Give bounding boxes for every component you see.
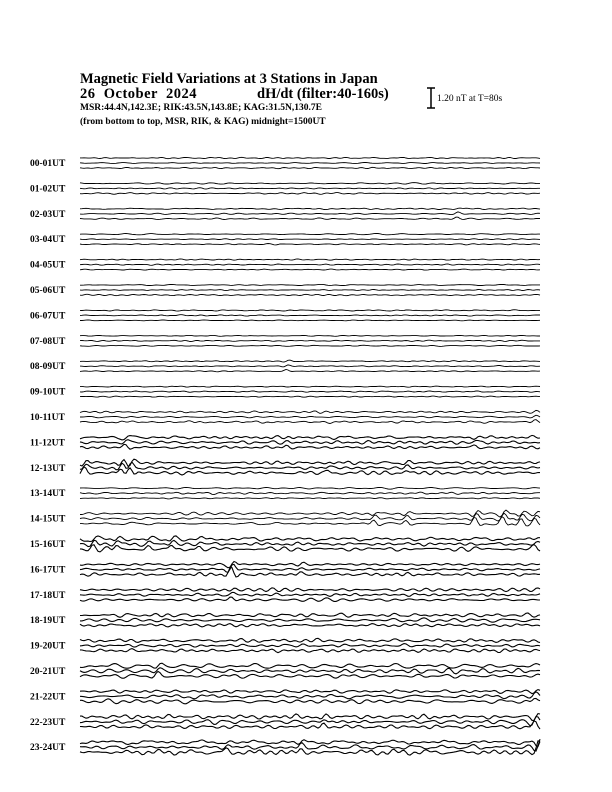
row-19-20UT (30, 638, 540, 652)
trace-KAG (80, 259, 540, 260)
trace-KAG (80, 310, 540, 311)
row-18-19UT (30, 613, 540, 627)
row-04-05UT (30, 259, 540, 271)
trace-MSR (80, 597, 540, 601)
hour-label: 11-12UT (30, 438, 65, 449)
hour-label: 20-21UT (30, 667, 66, 677)
hour-label: 18-19UT (30, 616, 66, 627)
chart-date: 26 October 2024 (80, 86, 197, 102)
trace-MSR (80, 217, 540, 219)
hour-label: 03-04UT (30, 235, 66, 246)
trace-RIK (80, 391, 540, 392)
hour-label: 09-10UT (30, 387, 66, 398)
station-order-note: (from bottom to top, MSR, RIK, & KAG) midnight=1500UT (80, 117, 326, 127)
row-23-24UT (30, 739, 540, 755)
scale-bar (427, 88, 435, 108)
hour-label: 06-07UT (30, 311, 66, 322)
hour-label: 13-14UT (30, 489, 66, 500)
trace-RIK (80, 212, 540, 215)
trace-KAG (80, 487, 540, 489)
trace-KAG (80, 233, 540, 234)
hour-label: 04-05UT (30, 260, 66, 271)
trace-RIK (80, 290, 540, 291)
row-22-23UT (30, 714, 540, 730)
trace-RIK (80, 668, 540, 674)
hour-label: 16-17UT (30, 565, 66, 576)
trace-MSR (80, 370, 540, 372)
trace-RIK (80, 315, 540, 316)
row-00-01UT (30, 157, 540, 169)
row-01-02UT (30, 183, 540, 195)
trace-MSR (80, 624, 540, 627)
trace-MSR (80, 444, 540, 449)
hour-label: 05-06UT (30, 286, 66, 296)
row-05-06UT (30, 284, 540, 296)
row-11-12UT (30, 435, 540, 449)
trace-RIK (80, 264, 540, 265)
trace-RIK (80, 239, 540, 240)
trace-RIK (80, 492, 540, 495)
row-08-09UT (30, 360, 540, 372)
trace-MSR (80, 671, 540, 678)
trace-RIK (80, 163, 540, 164)
hour-label: 01-02UT (30, 184, 66, 195)
hour-label: 12-13UT (30, 463, 66, 474)
trace-KAG (80, 562, 540, 568)
trace-RIK (80, 644, 540, 648)
chart-quantity: dH/dt (filter:40-160s) (257, 86, 389, 102)
trace-RIK (80, 188, 540, 189)
row-10-11UT (30, 410, 540, 423)
trace-KAG (80, 208, 540, 210)
trace-KAG (80, 435, 540, 440)
hour-label: 00-01UT (30, 159, 66, 169)
station-coordinates: MSR:44.4N,142.3E; RIK:43.5N,143.8E; KAG:31.5N,130.7E (80, 103, 322, 113)
trace-MSR (80, 698, 540, 703)
trace-RIK (80, 513, 540, 521)
hour-label: 17-18UT (30, 590, 66, 601)
trace-KAG (80, 183, 540, 185)
hour-label: 02-03UT (30, 209, 66, 220)
trace-MSR (80, 545, 540, 552)
trace-KAG (80, 386, 540, 387)
trace-KAG (80, 690, 540, 694)
scale-label: 1.20 nT at T=80s (437, 94, 503, 104)
row-09-10UT (30, 386, 540, 398)
trace-RIK (80, 717, 540, 726)
trace-RIK (80, 340, 540, 341)
hour-label: 22-23UT (30, 717, 66, 728)
trace-RIK (80, 618, 540, 622)
trace-KAG (80, 588, 540, 592)
hour-label: 15-16UT (30, 540, 66, 550)
trace-MSR (80, 193, 540, 195)
trace-MSR (80, 649, 540, 653)
row-14-15UT (30, 510, 540, 526)
row-20-21UT (30, 663, 540, 678)
hour-label: 10-11UT (30, 413, 65, 423)
chart-title: Magnetic Field Variations at 3 Stations in Japan (80, 71, 378, 87)
trace-KAG (80, 459, 540, 466)
trace-KAG (80, 536, 540, 542)
hour-label: 23-24UT (30, 743, 66, 754)
row-15-16UT (30, 536, 540, 552)
trace-MSR (80, 396, 540, 397)
trace-KAG (80, 613, 540, 617)
trace-KAG (80, 638, 540, 642)
trace-KAG (80, 360, 540, 362)
row-02-03UT (30, 208, 540, 220)
row-07-08UT (30, 335, 540, 346)
hour-label: 21-22UT (30, 692, 66, 703)
row-13-14UT (30, 487, 540, 499)
row-03-04UT (30, 233, 540, 245)
hour-label: 14-15UT (30, 514, 66, 525)
trace-KAG (80, 714, 540, 721)
trace-KAG (80, 157, 540, 158)
trace-MSR (80, 420, 540, 424)
trace-KAG (80, 510, 540, 517)
trace-MSR (80, 498, 540, 499)
trace-rows (30, 157, 540, 755)
trace-KAG (80, 410, 540, 413)
trace-KAG (80, 284, 540, 285)
trace-KAG (80, 335, 540, 336)
trace-MSR (80, 244, 540, 245)
trace-RIK (80, 415, 540, 418)
trace-MSR (80, 320, 540, 321)
trace-RIK (80, 365, 540, 367)
row-06-07UT (30, 310, 540, 322)
row-21-22UT (30, 690, 540, 704)
hour-label: 08-09UT (30, 362, 66, 373)
hour-label: 07-08UT (30, 336, 66, 347)
row-16-17UT (30, 562, 540, 578)
hour-label: 19-20UT (30, 641, 66, 652)
trace-MSR (80, 167, 540, 168)
trace-RIK (80, 592, 540, 596)
row-17-18UT (30, 588, 540, 602)
trace-KAG (80, 663, 540, 668)
trace-MSR (80, 345, 540, 346)
row-12-13UT (30, 459, 540, 475)
trace-RIK (80, 440, 540, 445)
trace-MSR (80, 294, 540, 295)
trace-MSR (80, 269, 540, 270)
